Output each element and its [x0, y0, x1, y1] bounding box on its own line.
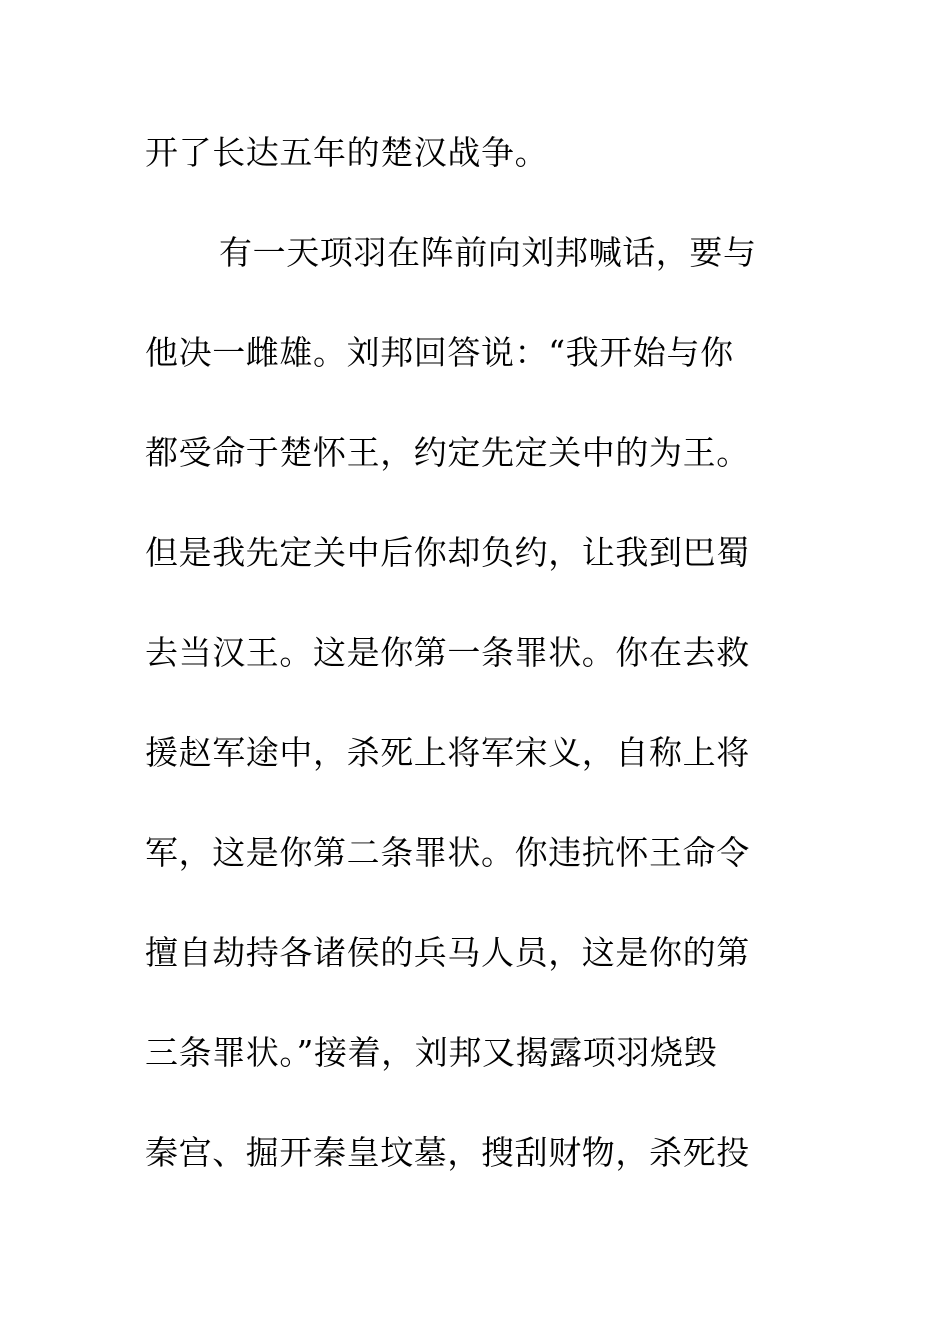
text-line: 三条罪状。”接着，刘邦又揭露项羽烧毁: [145, 1033, 718, 1072]
text-line: 军，这是你第二条罪状。你违抗怀王命令: [145, 833, 750, 872]
text-line: 但是我先定关中后你却负约，让我到巴蜀: [145, 533, 750, 572]
text-line: 援赵军途中，杀死上将军宋义，自称上将: [145, 733, 750, 772]
body-text: [145, 123, 815, 1223]
text-line: 都受命于楚怀王，约定先定关中的为王。: [145, 433, 750, 472]
text-line: 他决一雌雄。刘邦回答说：“我开始与你: [145, 333, 734, 372]
text-line: 开了长达五年的楚汉战争。: [145, 133, 549, 172]
paragraph-first-line: 有一天项羽在阵前向刘邦喊话，要与: [219, 233, 757, 272]
text-line: 擅自劫持各诸侯的兵马人员，这是你的第: [145, 933, 750, 972]
text-line: 秦宫、掘开秦皇坟墓，搜刮财物，杀死投: [145, 1133, 750, 1172]
text-line: 去当汉王。这是你第一条罪状。你在去救: [145, 633, 750, 672]
